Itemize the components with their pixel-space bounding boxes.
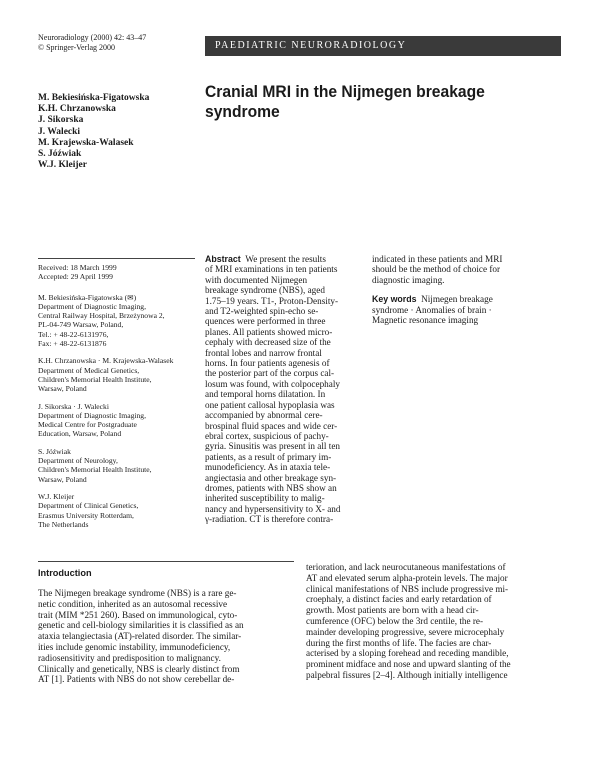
received-date: Received: 18 March 1999	[38, 263, 117, 272]
author: J. Sikorska	[38, 115, 84, 126]
title-line: syndrome	[205, 102, 280, 121]
author: W.J. Kleijer	[38, 160, 87, 171]
affiliation: J. Sikorska · J. Walecki Department of Diagnostic Imaging, Medical Centre for Postgraduate Education, Warsaw, Poland	[38, 401, 146, 439]
divider	[38, 258, 195, 259]
author: S. Jóźwiak	[38, 149, 82, 160]
intro-column-1: The Nijmegen breakage syndrome (NBS) is a rare ge- netic condition, inherited as an autosomal recessive trait (MIM *251 260). Based on immunological, cyto- genetic and cell-biology similarities it is classified as an ataxia telangiectasia (AT)-related disorder. The similar- ities include genomic instability, immunodeficiency, radiosensitivity and predisposition to malignancy. Clinically and genetically, NBS is clearly distinct from AT [1]. Patients with NBS do not show cerebellar de-	[38, 588, 244, 685]
author: M. Bekiesińska-Figatowska	[38, 93, 150, 103]
author-list	[38, 93, 149, 171]
section-heading: Introduction	[38, 568, 92, 578]
affiliation: M. Bekiesińska-Figatowska (✉) Department of Diagnostic Imaging, Central Railway Hospital, Brzeżynowa 2, PL-04-749 Warsaw, Poland, Tel.: + 48-22-6131976, Fax: + 48-22-6131876	[38, 292, 165, 349]
abstract-label: Abstract	[205, 254, 241, 264]
affiliation: S. Jóźwiak Department of Neurology, Children's Memorial Health Institute, Warsaw, Poland	[38, 446, 152, 484]
author: J. Walecki	[38, 126, 81, 137]
journal-info	[38, 33, 146, 53]
section-band: PAEDIATRIC NEURORADIOLOGY	[205, 36, 561, 56]
intro-column-2: terioration, and lack neurocutaneous manifestations of AT and elevated serum alpha-protein levels. The major clinical manifestations of NBS include progressive mi- croephaly, a distinct facies and early retardation of growth. Most patients are born with a head cir- cumference (OFC) below the 3rd centile, the re- mainder developing progressive, severe microcephaly during the first months of life. The facies are char- acterised by a sloping forehead and receding mandible, prominent midface and nose and upward slanting of the palpebral fissures [2–4]. Although initially intelligence	[306, 562, 511, 680]
journal-copyright: © Springer-Verlag 2000	[38, 43, 116, 52]
affiliation: K.H. Chrzanowska · M. Krajewska-Walasek Department of Medical Genetics, Children's Memorial Health Institute, Warsaw, Poland	[38, 356, 174, 394]
article-title	[205, 82, 536, 122]
abstract-continuation: indicated in these patients and MRI should be the method of choice for diagnostic imaging. Key words Nijmegen breakage syndrome · Anomalies of brain · Magnetic resonance imaging	[372, 254, 562, 325]
article-meta	[38, 263, 198, 537]
divider	[38, 561, 294, 562]
keywords: Key words Nijmegen breakage	[372, 294, 493, 305]
keywords-label: Key words	[372, 294, 417, 305]
author: M. Krajewska-Walasek	[38, 137, 134, 148]
journal-citation: Neuroradiology (2000) 42: 43–47	[38, 33, 147, 42]
abstract-column: Abstract We present the results of MRI examinations in ten patients with documented Nijmegen breakage syndrome (NBS), aged 1.75–19 years. T1-, Proton-Density- and T2-weighted spin-echo se- quences were performed in three planes. All patients showed micro- cephaly with decreased size of the frontal lobes and narrow frontal horns. In four patients agenesis of the posterior part of the corpus cal- losum was found, with colpocephaly and temporal horns dilatation. In one patient callosal hypoplasia was accompanied by abnormal cere- brospinal fluid spaces and wide cer- ebral cortex, suspicious of pachy- gyria. Sinusitis was present in all ten patients, as a result of primary im- munodeficiency. As in ataxia tele- angiectasia and other breakage syn- dromes, patients with NBS show an inherited susceptibility to malig- nancy and hypersensitivity to X- and γ-radiation. CT is therefore contra-	[205, 254, 341, 525]
author: K.H. Chrzanowska	[38, 104, 116, 115]
affiliation: W.J. Kleijer Department of Clinical Genetics, Erasmus University Rotterdam, The Netherlands	[38, 491, 139, 529]
accepted-date: Accepted: 29 April 1999	[38, 272, 113, 282]
title-line: Cranial MRI in the Nijmegen breakage	[205, 82, 485, 101]
